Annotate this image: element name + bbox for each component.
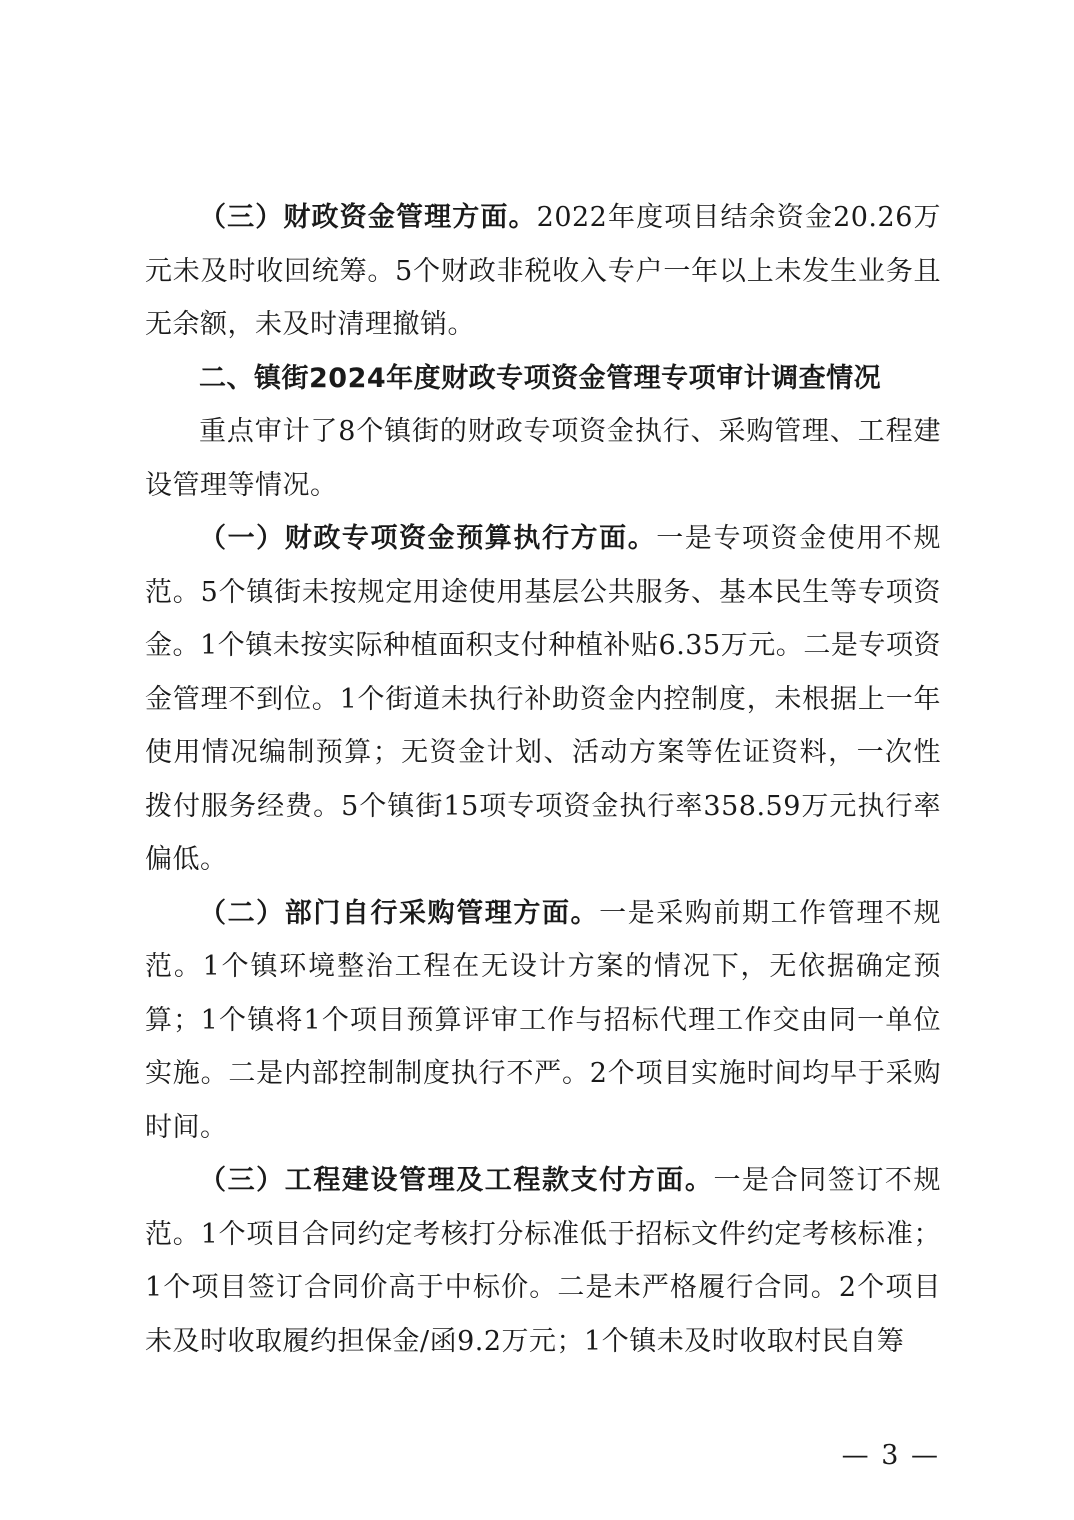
paragraph-fiscal-funds (145, 191, 941, 352)
paragraph-text: 一是合同签订不规范。1个项目合同约定考核打分标准低于招标文件约定考核标准；1个项目签订合同价高于中标价。二是未严格履行合同。2个项目未及时收取履约担保金/函9.2万元；1个镇未及时收取村民自筹 (145, 1165, 942, 1357)
paragraph-text: 一是专项资金使用不规范。5个镇街未按规定用途使用基层公共服务、基本民生等专项资金。1个镇未按实际种植面积支付种植补贴6.35万元。二是专项资金管理不到位。1个街道未执行补助资金内控制度，未根据上一年使用情况编制预算；无资金计划、活动方案等佐证资料，一次性拨付服务经费。5个镇街15项专项资金执行率358.59万元执行率偏低。 (145, 523, 942, 875)
paragraph-text: 2022年度项目结余资金20.26万元未及时收回统筹。5个财政非税收入专户一年以上未发生业务且无余额，未及时清理撤销。 (145, 202, 942, 340)
paragraph-procurement (145, 887, 941, 1155)
paragraph-lead: （三）财政资金管理方面。 (199, 202, 537, 233)
paragraph-lead: （三）工程建设管理及工程款支付方面。 (199, 1165, 714, 1196)
paragraph-budget-execution (145, 512, 941, 887)
document-body (145, 191, 941, 1368)
page-number (0, 1440, 1074, 1471)
paragraph-construction (145, 1154, 941, 1368)
paragraph-intro: 重点审计了8个镇街的财政专项资金执行、采购管理、工程建设管理等情况。 (145, 416, 941, 501)
paragraph-text: 一是采购前期工作管理不规范。1个镇环境整治工程在无设计方案的情况下，无依据确定预算；1个镇将1个项目预算评审工作与招标代理工作交由同一单位实施。二是内部控制制度执行不严。2个项目实施时间均早于采购时间。 (145, 897, 942, 1143)
section-heading: 二、镇街2024年度财政专项资金管理专项审计调查情况 (199, 362, 882, 394)
paragraph-lead: （二）部门自行采购管理方面。 (199, 897, 600, 929)
paragraph-lead: （一）财政专项资金预算执行方面。 (199, 523, 657, 554)
page-number-label: — 3 — (841, 1440, 940, 1471)
